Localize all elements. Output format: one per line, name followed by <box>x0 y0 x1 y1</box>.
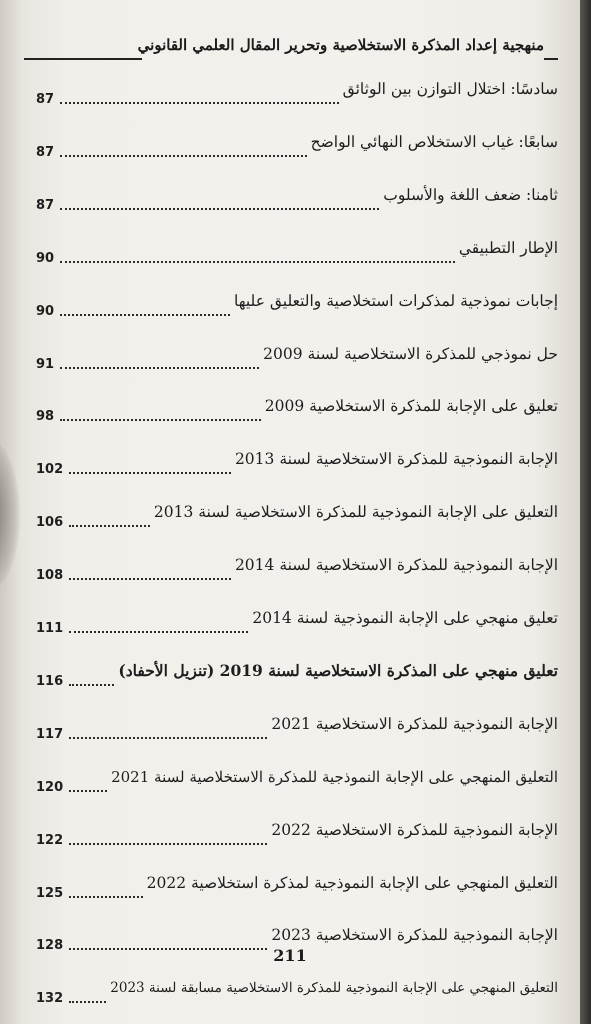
toc-entry <box>0 448 580 488</box>
toc-leader-dots <box>69 470 231 474</box>
toc-entry <box>0 554 580 594</box>
toc-entry-title: إجابات نموذجية لمذكرات استخلاصية والتعليق عليها <box>234 291 558 310</box>
toc-entry-title: تعليق منهجي على المذكرة الاستخلاصية لسنة 2019 (تنزيل الأحفاد) <box>118 660 558 680</box>
toc-leader-dots <box>60 153 307 157</box>
toc-leader-dots <box>69 682 114 686</box>
toc-leader-dots <box>69 523 150 527</box>
toc-leader-dots <box>69 735 267 739</box>
toc-entry <box>0 343 580 383</box>
toc-entry-title: التعليق المنهجي على الإجابة النموذجية للمذكرة الاستخلاصية لسنة 2021 <box>111 767 558 786</box>
toc-leader-dots <box>60 259 455 263</box>
toc-entry-title: الإجابة النموذجية للمذكرة الاستخلاصية لسنة 2014 <box>234 556 558 575</box>
toc-leader-dots <box>60 417 261 421</box>
toc-entry-page: 98 <box>36 409 55 425</box>
book-edge <box>580 0 591 1024</box>
toc-entry-title: التعليق المنهجي على الإجابة النموذجية لمذكرة استخلاصية 2022 <box>146 873 558 892</box>
toc-entry <box>0 977 580 1017</box>
header-rule-left <box>24 58 142 60</box>
toc-entry-page: 106 <box>36 515 64 531</box>
toc-entry-title: الإطار التطبيقي <box>458 238 558 257</box>
toc-entry-page: 87 <box>36 197 55 213</box>
toc-entry-page: 111 <box>36 621 64 636</box>
toc-entry-title: التعليق المنهجي على الإجابة النموذجية للمذكرة الاستخلاصية مسابقة لسنة 2023 <box>110 980 558 997</box>
toc-entry-page: 91 <box>36 356 55 372</box>
header-title: منهجية إعداد المذكرة الاستخلاصية وتحرير المقال العلمي القانوني <box>137 36 544 54</box>
toc-entry <box>0 184 580 224</box>
toc-entry-title: حل نموذجي للمذكرة الاستخلاصية لسنة 2009 <box>263 344 558 363</box>
toc-entry-page: 125 <box>36 885 64 901</box>
toc-leader-dots <box>60 365 259 369</box>
toc-leader-dots <box>69 576 231 580</box>
toc-entry <box>0 713 580 753</box>
toc-entry-title: الإجابة النموذجية للمذكرة الاستخلاصية لسنة 2013 <box>234 450 558 469</box>
toc-entry-page: 128 <box>36 938 64 954</box>
toc-entry-title: ثامنا: ضعف اللغة والأسلوب <box>383 185 558 204</box>
toc-entry-title: تعليق منهجي على الإجابة النموذجية لسنة 2014 <box>252 609 558 627</box>
toc-leader-dots <box>69 894 143 898</box>
toc-entry-page: 120 <box>36 779 64 795</box>
header-rule-right <box>544 58 558 60</box>
toc-entry <box>0 237 580 277</box>
running-header <box>24 36 558 66</box>
toc-entry <box>0 766 580 806</box>
toc-entry-page: 102 <box>36 462 64 478</box>
toc-entry-title: الإجابة النموذجية للمذكرة الاستخلاصية 2022 <box>271 820 558 839</box>
toc-entry <box>0 607 580 647</box>
toc-entry-title: سادسًا: اختلال التوازن بين الوثائق <box>342 80 558 98</box>
toc-entry-title: الإجابة النموذجية للمذكرة الاستخلاصية 2023 <box>271 926 558 945</box>
toc-entry-page: 108 <box>36 568 64 584</box>
toc-entry-page: 116 <box>36 673 64 689</box>
toc-entry <box>0 290 580 330</box>
toc-leader-dots <box>69 841 267 845</box>
toc-entry-page: 90 <box>36 250 55 266</box>
toc-entry-page: 132 <box>36 991 64 1007</box>
toc-entry <box>0 131 580 171</box>
toc-entry-page: 122 <box>36 832 64 848</box>
toc-entry-page: 87 <box>36 92 55 107</box>
toc-entry-page: 87 <box>36 144 55 160</box>
toc-entry-page: 117 <box>36 726 64 742</box>
toc-entry <box>0 501 580 541</box>
toc-leader-dots <box>60 206 379 210</box>
toc-leader-dots <box>60 100 339 104</box>
toc-entry <box>0 660 580 700</box>
toc-leader-dots <box>60 312 230 316</box>
toc-entry-title: تعليق على الإجابة للمذكرة الاستخلاصية 2009 <box>264 397 558 416</box>
toc-entry <box>0 872 580 912</box>
toc-leader-dots <box>69 629 248 633</box>
toc-entry-title: التعليق على الإجابة النموذجية للمذكرة الاستخلاصية لسنة 2013 <box>153 503 558 522</box>
toc-leader-dots <box>69 788 107 792</box>
toc-entry <box>0 819 580 859</box>
toc-leader-dots <box>69 999 106 1003</box>
page-number: 211 <box>273 946 307 965</box>
toc-entry-title: الإجابة النموذجية للمذكرة الاستخلاصية 2021 <box>271 714 558 733</box>
toc-entry <box>0 78 580 118</box>
toc-entry <box>0 395 580 435</box>
toc-entry-title: سابعًا: غياب الاستخلاص النهائي الواضح <box>310 132 558 151</box>
toc-entry-page: 90 <box>36 303 55 319</box>
